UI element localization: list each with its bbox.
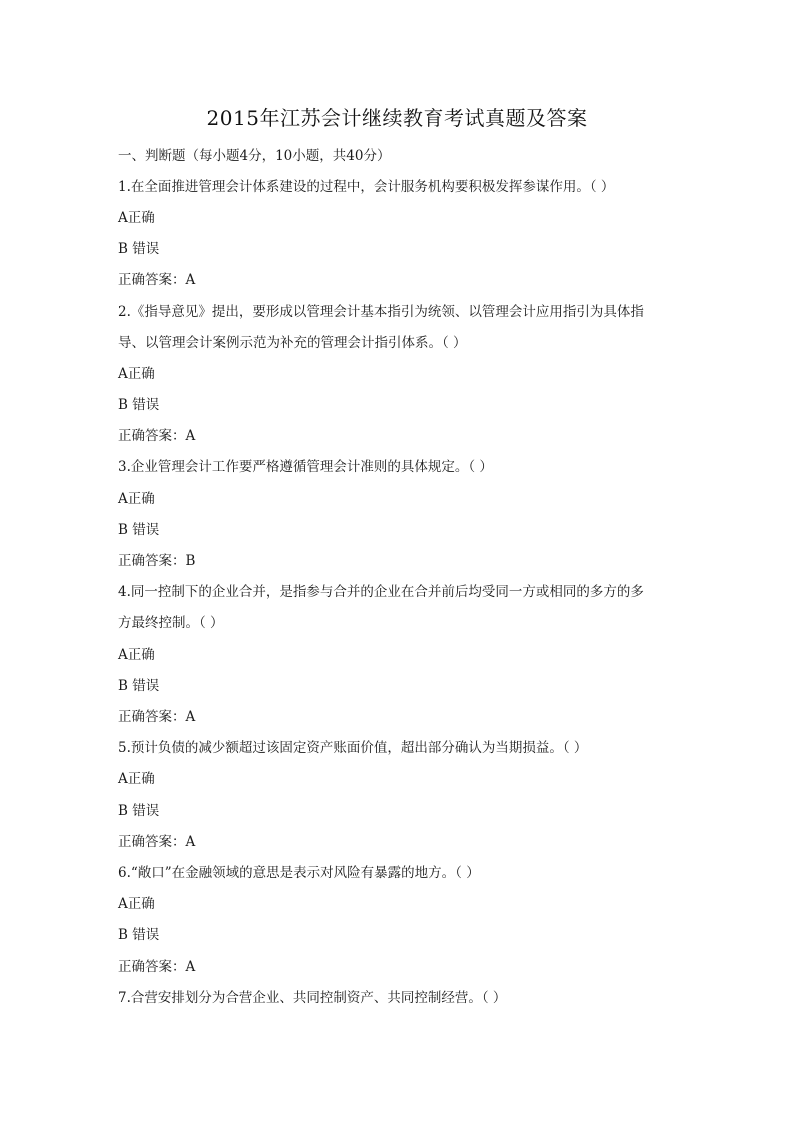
question-3-option-a: A正确: [118, 491, 155, 507]
question-1-option-a: A正确: [118, 210, 155, 226]
question-3-text: 3.企业管理会计工作要严格遵循管理会计准则的具体规定。（ ）: [118, 459, 493, 475]
question-6-text: 6.“敞口”在金融领域的意思是表示对风险有暴露的地方。（ ）: [118, 865, 480, 881]
question-4-option-b: B 错误: [118, 678, 160, 694]
question-5-option-a: A正确: [118, 771, 155, 787]
question-2-answer: 正确答案：A: [118, 428, 196, 444]
question-3-answer: 正确答案：B: [118, 553, 196, 569]
question-4-text-line-2: 方最终控制。（ ）: [118, 615, 224, 631]
question-5-option-b: B 错误: [118, 803, 160, 819]
question-6-option-b: B 错误: [118, 927, 160, 943]
question-4-text-line-1: 4.同一控制下的企业合并，是指参与合并的企业在合并前后均受同一方或相同的多方的多: [118, 584, 644, 600]
question-3-option-b: B 错误: [118, 522, 160, 538]
question-4-answer: 正确答案：A: [118, 709, 196, 725]
question-6-option-a: A正确: [118, 896, 155, 912]
question-6-answer: 正确答案：A: [118, 959, 196, 975]
question-7-text: 7.合营安排划分为合营企业、共同控制资产、共同控制经营。（ ）: [118, 990, 507, 1006]
question-1-option-b: B 错误: [118, 241, 160, 257]
question-1-answer: 正确答案：A: [118, 272, 196, 288]
question-2-option-b: B 错误: [118, 397, 160, 413]
section-heading: 一、判断题（每小题4分，10小题，共40分）: [118, 148, 391, 164]
question-5-text: 5.预计负债的减少额超过该固定资产账面价值，超出部分确认为当期损益。（ ）: [118, 740, 588, 756]
question-5-answer: 正确答案：A: [118, 834, 196, 850]
document-title: 2015年江苏会计继续教育考试真题及答案: [206, 106, 588, 130]
question-1-text: 1.在全面推进管理会计体系建设的过程中，会计服务机构要积极发挥参谋作用。（ ）: [118, 179, 615, 195]
question-2-text-line-1: 2.《指导意见》提出，要形成以管理会计基本指引为统领、以管理会计应用指引为具体指: [118, 304, 644, 320]
question-4-option-a: A正确: [118, 647, 155, 663]
question-2-text-line-2: 导、以管理会计案例示范为补充的管理会计指引体系。（ ）: [118, 335, 467, 351]
question-2-option-a: A正确: [118, 366, 155, 382]
